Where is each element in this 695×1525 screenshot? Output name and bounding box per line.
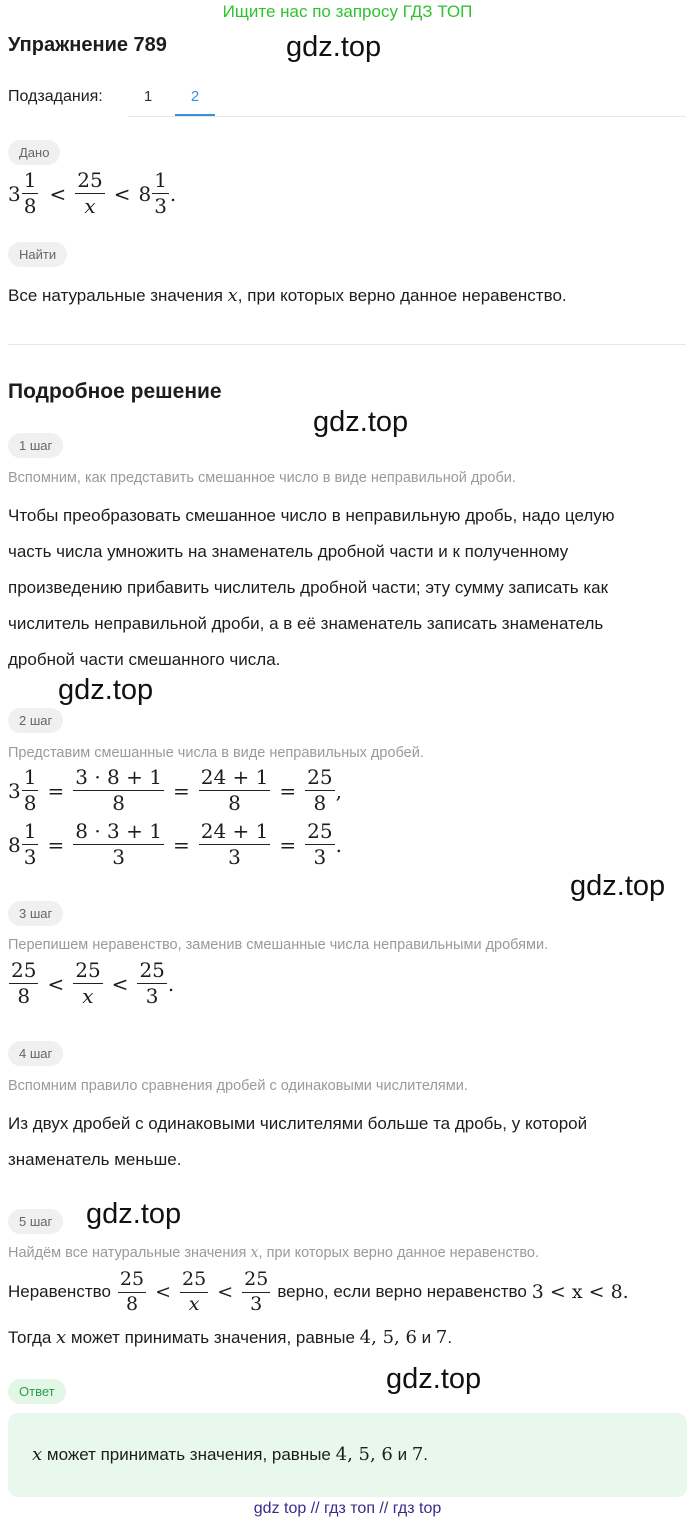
step-pill: 1 шаг [8,433,63,458]
promo-banner[interactable]: Ищите нас по запросу ГДЗ ТОП [222,2,473,21]
section-divider [8,344,686,345]
step-text-line: произведению прибавить числитель дробной части; эту сумму записать как [8,578,609,597]
fraction: $\frac{25}{x}$ [77,168,103,218]
step-hint: Вспомним, как представить смешанное число в виде неправильной дроби. [8,470,516,486]
step-text-line: Чтобы преобразовать смешанное число в неправильную дробь, надо целую [8,506,615,525]
step-text-line: Из двух дробей с одинаковыми числителями больше та дробь, у которой [8,1114,588,1133]
step-text-line: дробной части смешанного числа. [8,650,281,669]
tabs-divider [128,116,686,117]
subtask-tab-1[interactable]: 1 [143,88,153,105]
math-operator: < [113,181,131,206]
step-text-line: числитель неправильной дроби, а в её знаменатель записать знаменатель [8,614,604,633]
conclusion-values: Тогда x может принимать значения, равные 4, 5, 6 и 7. [8,1327,453,1348]
footer-links[interactable]: gdz top // гдз топ // гдз top [253,1500,442,1517]
step-pill: 4 шаг [8,1041,63,1066]
step-hint: Представим смешанные числа в виде неправильных дробей. [8,745,424,761]
step-pill: 3 шаг [8,901,63,926]
fraction: $\frac{1}{3}$ [154,168,167,218]
watermark: gdz.top [86,1198,182,1230]
watermark: gdz.top [570,870,666,902]
step-text-line: знаменатель меньше. [8,1150,182,1169]
given-inequality: 3 $\frac{1}{8}$ < $\frac{25}{x}$ < 8 $\frac{1}{3}$ . [8,168,177,218]
fraction: $\frac{1}{8}$ [23,168,37,218]
find-text: Все натуральные значения x, при которых верно данное неравенство. [8,285,567,306]
conclusion-line: Неравенство $\frac{25}{8}$ < $\frac{25}{x}$ < $\frac{25}{3}$ верно, если верно неравенство 3 < x < 8. [8,1268,629,1315]
solution-title: Подробное решение [8,380,222,403]
subtask-tab-2[interactable]: 2 [190,88,200,105]
answer-pill: Ответ [8,1379,66,1404]
active-tab-indicator [175,114,215,116]
math-number: 8 [138,181,152,206]
watermark: gdz.top [286,31,382,63]
exercise-title: Упражнение 789 [8,34,167,56]
step-hint: Перепишем неравенство, заменив смешанные числа неправильными дробями. [8,937,549,953]
given-pill: Дано [8,140,60,165]
math-operator: < [49,181,67,206]
subtasks-label: Подзадания: [8,88,103,105]
watermark: gdz.top [58,674,154,706]
step-hint: Найдём все натуральные значения x, при которых верно данное неравенство. [8,1245,540,1261]
watermark: gdz.top [386,1363,482,1395]
conversion-equation: 8 $\frac{1}{3}$ = $\frac{8 \cdot 3 + 1}{3}$ = $\frac{24 + 1}{3}$ = $\frac{25}{3}$ . [8,819,342,869]
step-pill: 5 шаг [8,1209,63,1234]
math-number: 3 [8,181,21,206]
conversion-equation: 3 $\frac{1}{8}$ = $\frac{3 \cdot 8 + 1}{8}$ = $\frac{24 + 1}{8}$ = $\frac{25}{8}$ , [8,765,342,815]
watermark: gdz.top [313,406,409,438]
step-text-line: часть числа умножить на знаменатель дробной части и к полученному [8,542,569,561]
step-hint: Вспомним правило сравнения дробей с одинаковыми числителями. [8,1078,468,1094]
step-pill: 2 шаг [8,708,63,733]
rewritten-inequality: $\frac{25}{8}$ < $\frac{25}{x}$ < $\frac{25}{3}$ . [11,958,175,1008]
answer-text: x может принимать значения, равные 4, 5, 6 и 7. [32,1444,429,1465]
find-pill: Найти [8,242,67,267]
